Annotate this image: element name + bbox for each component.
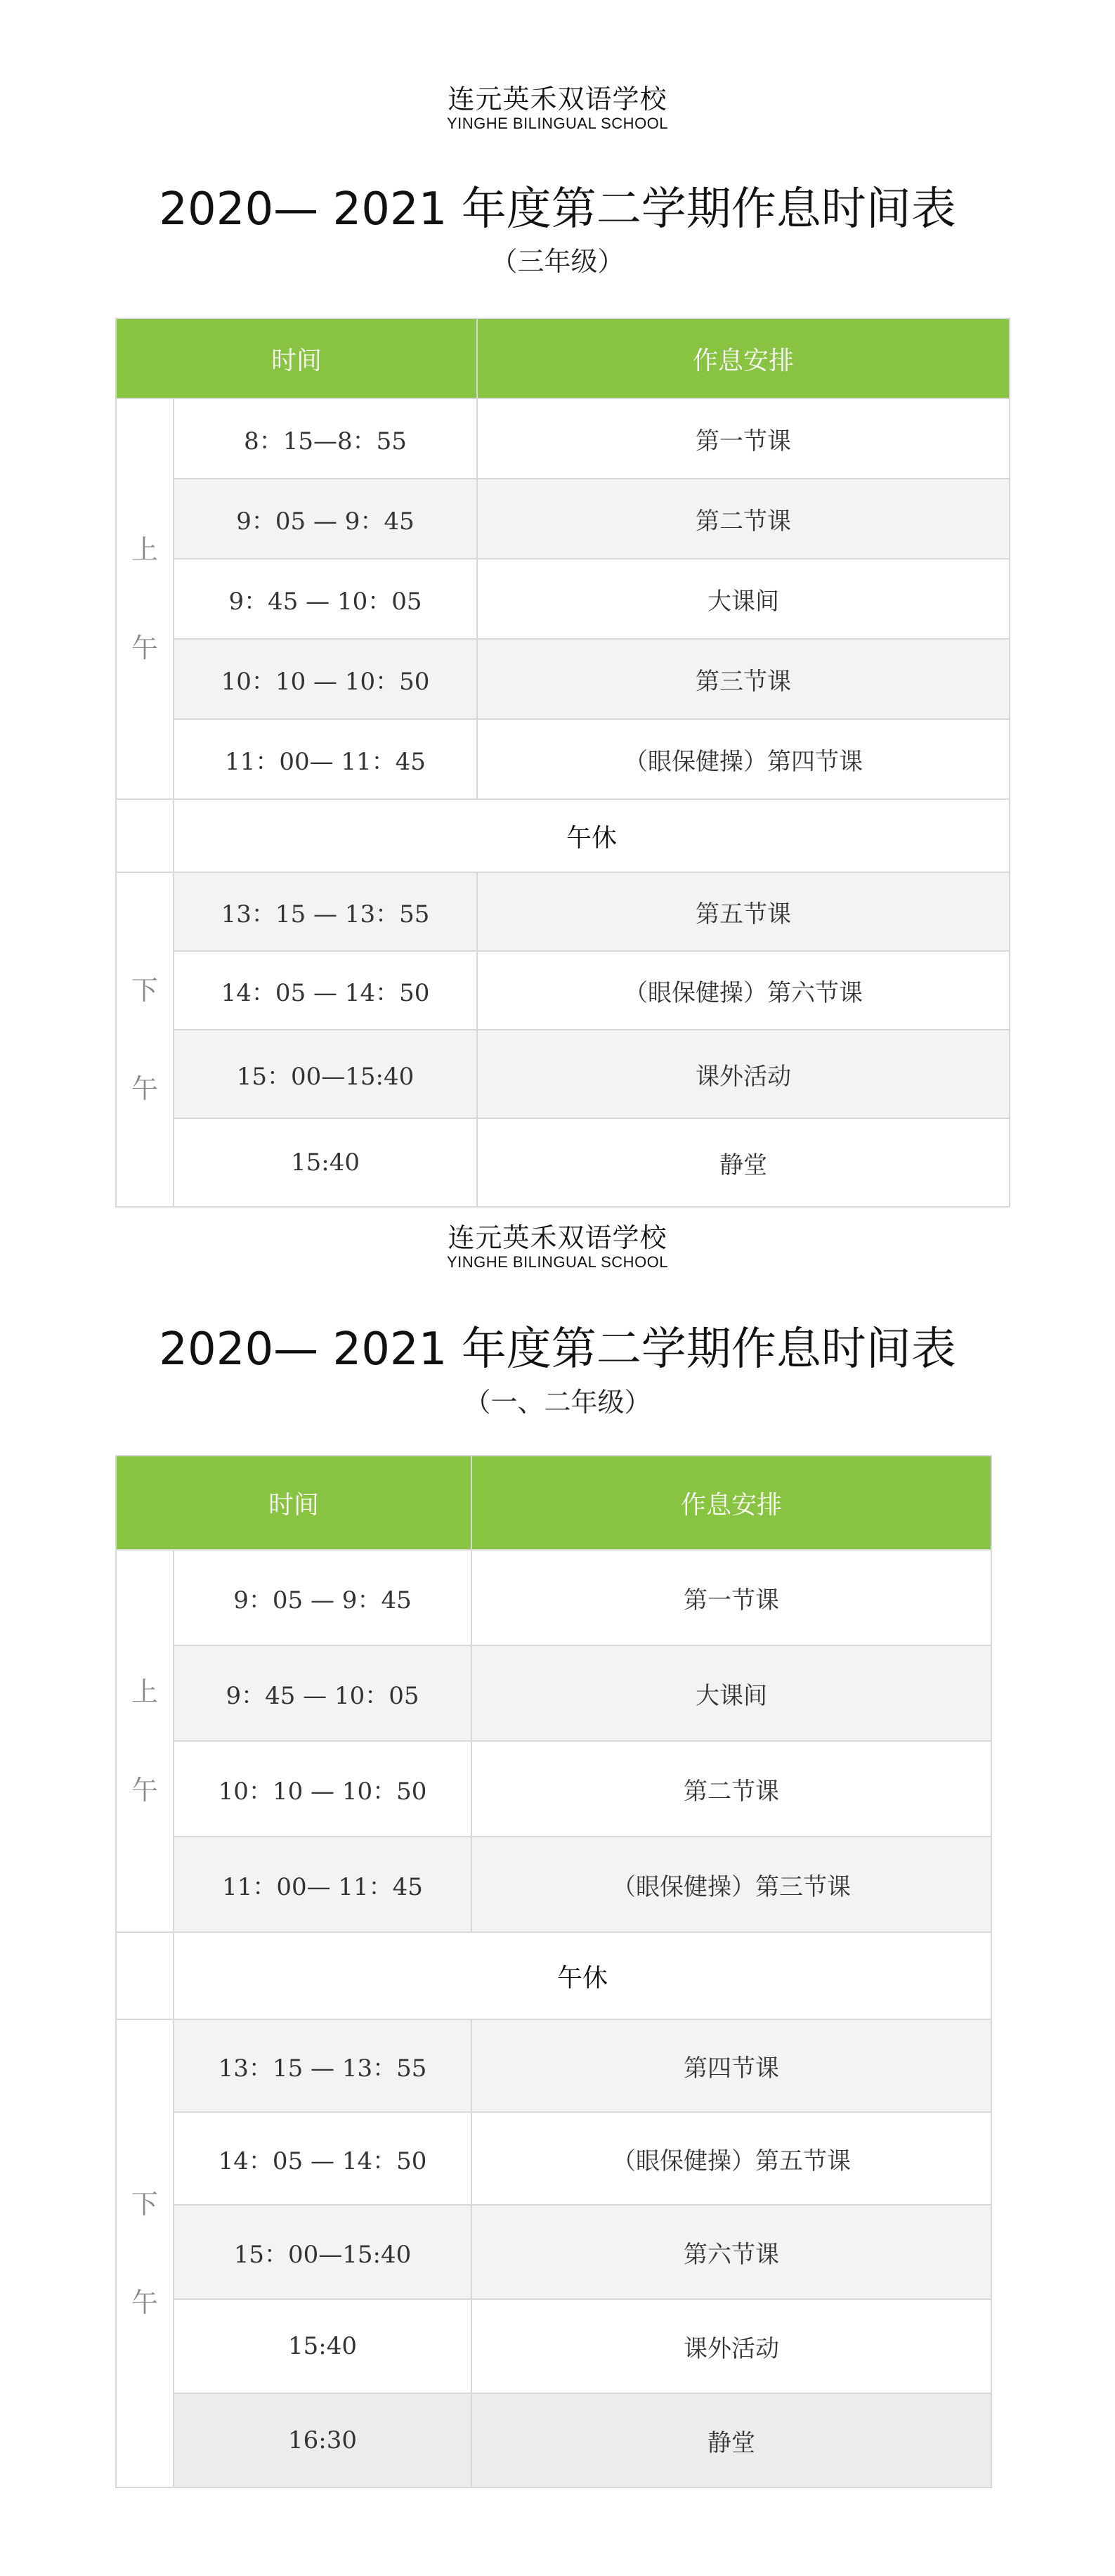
activity-cell: 课外活动 — [477, 1030, 1010, 1118]
period-afternoon — [116, 2019, 174, 2487]
table-row — [116, 1030, 1010, 1118]
period-char: 下 — [131, 2189, 158, 2220]
time-cell: 15：00—15:40 — [174, 2205, 471, 2299]
break-row — [116, 1932, 991, 2019]
table-row — [116, 1837, 991, 1932]
table-row — [116, 1550, 991, 1645]
activity-cell: 第五节课 — [477, 872, 1010, 951]
period-char: 午 — [131, 1073, 158, 1104]
table-row — [116, 1118, 1010, 1207]
page-subtitle: （三年级） — [490, 246, 625, 277]
schedule-table — [115, 1455, 992, 2488]
table-row — [116, 399, 1010, 479]
table-header-row — [116, 1456, 991, 1550]
page-title: 2020— 2021 年度第二学期作息时间表 — [159, 1323, 956, 1376]
activity-cell: （眼保健操）第三节课 — [471, 1837, 991, 1932]
activity-cell: 第一节课 — [477, 399, 1010, 479]
time-cell: 10：10 — 10：50 — [174, 1741, 471, 1837]
schedule-table — [115, 318, 1010, 1208]
activity-cell: 第四节课 — [471, 2019, 991, 2112]
activity-cell: 大课间 — [477, 559, 1010, 639]
school-name-cn: 连元英禾双语学校 — [448, 84, 667, 115]
page-subtitle: （一、二年级） — [464, 1387, 651, 1418]
time-cell: 15：00—15:40 — [174, 1030, 477, 1118]
table-row — [116, 2019, 991, 2112]
activity-cell: 静堂 — [471, 2393, 991, 2487]
period-char: 上 — [131, 1676, 158, 1707]
period-char: 上 — [131, 534, 158, 565]
school-name-cn: 连元英禾双语学校 — [448, 1222, 667, 1253]
school-logo — [0, 83, 1115, 132]
time-cell: 9：05 — 9：45 — [174, 1550, 471, 1645]
period-char: 下 — [131, 975, 158, 1006]
table-header-row — [116, 318, 1010, 399]
table-row — [116, 2299, 991, 2393]
header-activity: 作息安排 — [471, 1456, 991, 1550]
time-cell: 15:40 — [174, 2299, 471, 2393]
header-time: 时间 — [116, 1456, 471, 1550]
activity-cell: 大课间 — [471, 1645, 991, 1741]
activity-cell: （眼保健操）第五节课 — [471, 2112, 991, 2205]
time-cell: 14：05 — 14：50 — [174, 2112, 471, 2205]
time-cell: 15:40 — [174, 1118, 477, 1207]
time-cell: 13：15 — 13：55 — [174, 2019, 471, 2112]
lunch-break-label: 午休 — [174, 1932, 991, 2019]
break-spacer — [116, 799, 174, 872]
time-cell: 8：15—8：55 — [174, 399, 477, 479]
school-name-en: YINGHE BILINGUAL SCHOOL — [446, 115, 669, 132]
time-cell: 11：00— 11：45 — [174, 1837, 471, 1932]
table-row — [116, 2205, 991, 2299]
table-row — [116, 951, 1010, 1030]
header-activity: 作息安排 — [477, 318, 1010, 399]
page-title: 2020— 2021 年度第二学期作息时间表 — [159, 183, 956, 235]
time-cell: 9：45 — 10：05 — [174, 559, 477, 639]
time-cell: 14：05 — 14：50 — [174, 951, 477, 1030]
activity-cell: 课外活动 — [471, 2299, 991, 2393]
time-cell: 10：10 — 10：50 — [174, 639, 477, 719]
break-row — [116, 799, 1010, 872]
time-cell: 13：15 — 13：55 — [174, 872, 477, 951]
table-row — [116, 639, 1010, 719]
period-char: 午 — [131, 1775, 158, 1806]
activity-cell: 第二节课 — [477, 479, 1010, 559]
table-row — [116, 1645, 991, 1741]
activity-cell: 第二节课 — [471, 1741, 991, 1837]
table-row — [116, 2393, 991, 2487]
activity-cell: 第六节课 — [471, 2205, 991, 2299]
table-row — [116, 559, 1010, 639]
activity-cell: 第三节课 — [477, 639, 1010, 719]
activity-cell: （眼保健操）第六节课 — [477, 951, 1010, 1030]
table-row — [116, 2112, 991, 2205]
time-cell: 16:30 — [174, 2393, 471, 2487]
table-row — [116, 479, 1010, 559]
table-row — [116, 872, 1010, 951]
lunch-break-label: 午休 — [174, 799, 1010, 872]
time-cell: 11：00— 11：45 — [174, 719, 477, 799]
table-row — [116, 719, 1010, 799]
period-char: 午 — [131, 633, 158, 664]
period-morning — [116, 1550, 174, 1932]
period-char: 午 — [131, 2287, 158, 2318]
period-morning — [116, 399, 174, 799]
activity-cell: （眼保健操）第四节课 — [477, 719, 1010, 799]
period-afternoon — [116, 872, 174, 1207]
school-logo — [0, 1222, 1115, 1271]
activity-cell: 静堂 — [477, 1118, 1010, 1207]
break-spacer — [116, 1932, 174, 2019]
time-cell: 9：45 — 10：05 — [174, 1645, 471, 1741]
table-row — [116, 1741, 991, 1837]
header-time: 时间 — [116, 318, 477, 399]
time-cell: 9：05 — 9：45 — [174, 479, 477, 559]
school-name-en: YINGHE BILINGUAL SCHOOL — [446, 1253, 669, 1271]
activity-cell: 第一节课 — [471, 1550, 991, 1645]
